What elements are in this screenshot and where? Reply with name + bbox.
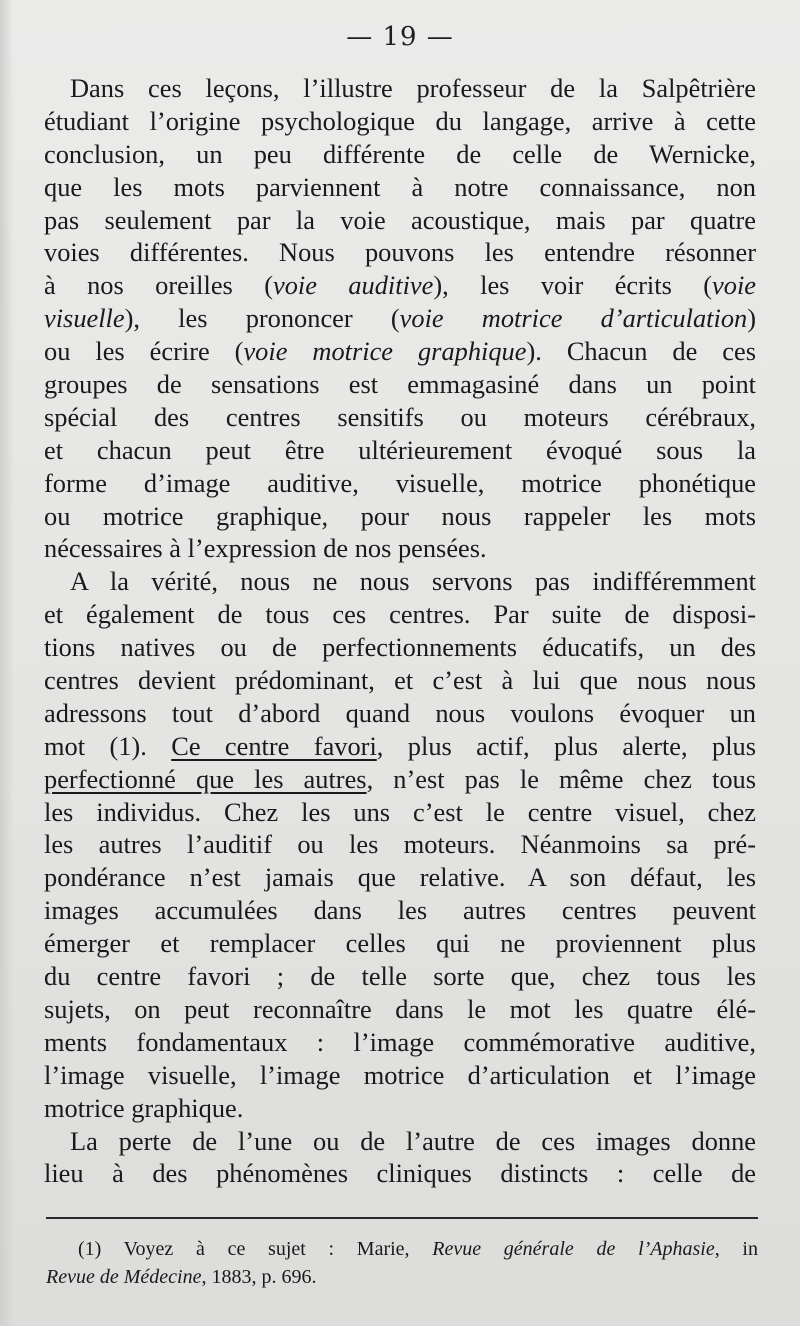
text-run: ments fondamentaux : l’image commémorative auditive, xyxy=(44,1026,756,1057)
text-line xyxy=(44,171,756,204)
footnote-line xyxy=(46,1263,758,1291)
text-run: ), les voir écrits ( xyxy=(433,270,713,301)
text-line xyxy=(44,993,756,1026)
text-run: que les mots parviennent à notre connaissance, non xyxy=(44,171,756,202)
text-line xyxy=(44,697,756,730)
italic-text: voie auditive xyxy=(273,270,434,301)
text-line xyxy=(44,1059,756,1092)
text-run: mot (1). xyxy=(44,730,172,761)
text-run: ) xyxy=(747,303,756,334)
text-run: l’image visuelle, l’image motrice d’articulation et l’image xyxy=(44,1059,756,1090)
text-run: groupes de sensations est emmagasiné dans un point xyxy=(44,369,756,400)
text-line xyxy=(44,1125,756,1158)
text-run: , 1883, p. 696. xyxy=(201,1266,317,1288)
text-run: et également de tous ces centres. Par suite de disposi- xyxy=(44,599,756,630)
text-run: , in xyxy=(714,1238,758,1260)
text-run: pas seulement par la voie acoustique, mais par quatre xyxy=(44,204,756,235)
text-line xyxy=(44,105,756,138)
body-text xyxy=(44,72,756,1190)
text-run: tions natives ou de perfectionnements éducatifs, un des xyxy=(44,632,756,663)
italic-text: visuelle xyxy=(44,303,125,334)
text-run: centres devient prédominant, et c’est à lui que nous nous xyxy=(44,665,756,696)
text-run: émerger et remplacer celles qui ne proviennent plus xyxy=(44,928,756,959)
text-run: adressons tout d’abord quand nous voulons évoquer un xyxy=(44,697,756,728)
italic-text: voie motrice d’articulation xyxy=(399,303,748,334)
footnote xyxy=(46,1235,758,1291)
text-run: à nos oreilles ( xyxy=(44,270,273,301)
italic-text: Revue générale de l’Aphasie xyxy=(432,1238,715,1260)
text-line xyxy=(44,927,756,960)
text-run: étudiant l’origine psychologique du langage, arrive à cette xyxy=(44,105,756,136)
italic-text: voie motrice graphique xyxy=(243,336,527,367)
text-run: A la vérité, nous ne nous servons pas indifféremment xyxy=(70,566,756,597)
text-run: voies différentes. Nous pouvons les entendre résonner xyxy=(44,237,756,268)
text-run: La perte de l’une ou de l’autre de ces images donne xyxy=(70,1125,756,1156)
footnote-line xyxy=(46,1235,758,1263)
text-run: forme d’image auditive, visuelle, motrice phonétique xyxy=(44,467,756,498)
text-line xyxy=(44,1092,756,1125)
text-run: Dans ces leçons, l’illustre professeur de la Salpêtrière xyxy=(70,73,756,103)
text-run: les individus. Chez les uns c’est le centre visuel, chez xyxy=(44,796,756,827)
text-line xyxy=(44,828,756,861)
underlined-text: perfectionné que les autres xyxy=(44,763,367,794)
text-line xyxy=(44,894,756,927)
text-line xyxy=(44,467,756,500)
text-run: les autres l’auditif ou les moteurs. Néanmoins sa pré- xyxy=(44,829,756,860)
text-run: ), les prononcer ( xyxy=(124,303,400,334)
text-line xyxy=(44,565,756,598)
text-run: conclusion, un peu différente de celle de Wernicke, xyxy=(44,138,756,169)
page-number: — 19 — xyxy=(346,22,454,52)
text-line xyxy=(44,1026,756,1059)
text-run: ou les écrire ( xyxy=(44,336,244,367)
underlined-text: Ce centre favori xyxy=(171,730,377,761)
text-line xyxy=(44,401,756,434)
text-line xyxy=(44,730,756,763)
text-line xyxy=(44,763,756,796)
footnote-divider xyxy=(46,1217,758,1219)
text-line xyxy=(44,434,756,467)
italic-text: Revue de Médecine xyxy=(46,1266,202,1288)
text-run: sujets, on peut reconnaître dans le mot les quatre élé- xyxy=(44,993,756,1024)
text-line xyxy=(44,236,756,269)
text-line xyxy=(44,269,756,302)
text-line xyxy=(44,598,756,631)
text-run: , n’est pas le même chez tous xyxy=(366,763,756,794)
text-run: spécial des centres sensitifs ou moteurs cérébraux, xyxy=(44,401,756,432)
text-run: pondérance n’est jamais que relative. A son défaut, les xyxy=(44,862,756,893)
text-run: ). Chacun de ces xyxy=(526,336,756,367)
text-line xyxy=(44,335,756,368)
text-line xyxy=(44,368,756,401)
text-run: images accumulées dans les autres centres peuvent xyxy=(44,895,756,926)
text-line xyxy=(44,204,756,237)
text-run: (1) Voyez à ce sujet : Marie, xyxy=(78,1238,433,1260)
text-line xyxy=(44,796,756,829)
text-line xyxy=(44,532,756,565)
text-run: et chacun peut être ultérieurement évoqué sous la xyxy=(44,434,756,465)
text-run: motrice graphique. xyxy=(44,1092,244,1123)
text-run: , plus actif, plus alerte, plus xyxy=(376,730,756,761)
text-line xyxy=(44,500,756,533)
text-line xyxy=(44,1157,756,1190)
text-line xyxy=(44,631,756,664)
text-run: nécessaires à l’expression de nos pensées. xyxy=(44,533,487,564)
text-run: du centre favori ; de telle sorte que, chez tous les xyxy=(44,961,756,992)
text-line xyxy=(44,138,756,171)
text-line xyxy=(44,302,756,335)
italic-text: voie xyxy=(712,270,756,301)
text-run: ou motrice graphique, pour nous rappeler les mots xyxy=(44,500,756,531)
text-run: lieu à des phénomènes cliniques distincts : celle de xyxy=(44,1158,756,1189)
text-line xyxy=(44,72,756,105)
text-line xyxy=(44,960,756,993)
text-line xyxy=(44,861,756,894)
text-line xyxy=(44,664,756,697)
